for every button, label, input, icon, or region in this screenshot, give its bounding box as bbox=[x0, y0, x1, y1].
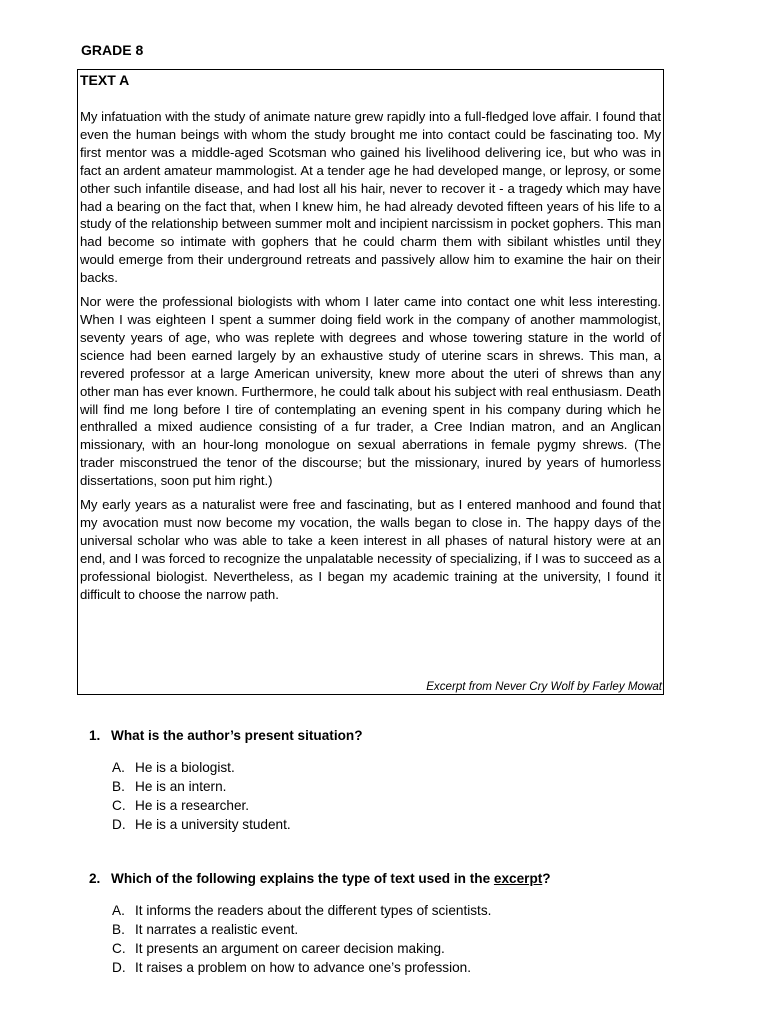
passage-paragraph-3: My early years as a naturalist were free and fascinating, but as I entered manhood and found that my avocation must now become my vocation, the walls began to close in. The happy days of the universal scholar who was able to take a keen interest in all phases of natural history were at an end, and I was forced to recognize the unpalatable necessity of specializing, if I was to succeed as a professional biologist. Nevertheless, as I began my academic training at the university, I found it difficult to choose the narrow path. bbox=[80, 497, 661, 602]
question-2-number: 2. bbox=[89, 871, 101, 886]
question-2 bbox=[89, 870, 689, 977]
option-2d[interactable] bbox=[112, 958, 689, 977]
option-2c[interactable] bbox=[112, 939, 689, 958]
question-1-number: 1. bbox=[89, 728, 101, 743]
question-2-underlined-word: excerpt bbox=[493, 871, 543, 886]
question-2-prompt bbox=[89, 870, 689, 888]
question-2-text: Which of the following explains the type of text used in the bbox=[111, 871, 494, 886]
option-letter: D. bbox=[112, 960, 126, 975]
option-text: He is a biologist. bbox=[135, 760, 235, 775]
option-2a[interactable] bbox=[112, 901, 689, 920]
question-1-text: What is the author’s present situation? bbox=[111, 728, 363, 743]
option-1d[interactable] bbox=[112, 815, 689, 834]
question-1-prompt bbox=[89, 727, 689, 745]
question-1-options bbox=[89, 758, 689, 834]
option-letter: C. bbox=[112, 941, 126, 956]
text-a-heading: TEXT A bbox=[80, 72, 130, 88]
excerpt-citation: Excerpt from Never Cry Wolf by Farley Mowat bbox=[426, 680, 662, 693]
option-1b[interactable] bbox=[112, 777, 689, 796]
option-letter: B. bbox=[112, 779, 125, 794]
question-2-options bbox=[89, 901, 689, 977]
option-text: It raises a problem on how to advance one’s profession. bbox=[135, 960, 472, 975]
option-2b[interactable] bbox=[112, 920, 689, 939]
passage-paragraph-2: Nor were the professional biologists with whom I later came into contact one whit less interesting. When I was eighteen I spent a summer doing field work in the company of another mammologist, seventy years of age, who was replete with degrees and whose towering stature in the world of science had been earned largely by an exhaustive study of uterine scars in shrews. This man, a revered professor at a large American university, knew more about the uteri of shrews than any other man has ever known. Furthermore, he could talk about his subject with real enthusiasm. Death will find me long before I tire of contemplating an evening spent in his company during which he enthralled a mixed audience consisting of a fur trader, a Cree Indian matron, and an Anglican missionary, with an hour-long monologue on sexual aberrations in female pygmy shrews. (The trader misconstrued the tenor of the discourse; but the missionary, inured by years of humorless dissertations, soon put him right.) bbox=[80, 294, 661, 489]
option-text: It informs the readers about the different types of scientists. bbox=[135, 903, 492, 918]
option-letter: D. bbox=[112, 817, 126, 832]
option-letter: B. bbox=[112, 922, 125, 937]
option-text: He is an intern. bbox=[135, 779, 227, 794]
option-1c[interactable] bbox=[112, 796, 689, 815]
grade-title: GRADE 8 bbox=[81, 42, 144, 58]
option-text: It presents an argument on career decision making. bbox=[135, 941, 445, 956]
option-letter: C. bbox=[112, 798, 126, 813]
option-text: He is a researcher. bbox=[135, 798, 250, 813]
option-1a[interactable] bbox=[112, 758, 689, 777]
option-text: It narrates a realistic event. bbox=[135, 922, 299, 937]
question-1 bbox=[89, 727, 689, 834]
text-a-box bbox=[77, 69, 664, 695]
option-text: He is a university student. bbox=[135, 817, 291, 832]
option-letter: A. bbox=[112, 903, 125, 918]
question-2-text-end: ? bbox=[542, 871, 551, 886]
option-letter: A. bbox=[112, 760, 125, 775]
passage-paragraph-1: My infatuation with the study of animate nature grew rapidly into a full-fledged love affair. I found that even the human beings with whom the study brought me into contact could be fascinating too. My first mentor was a middle-aged Scotsman who gained his livelihood delivering ice, but who was in fact an ardent amateur mammologist. At a tender age he had developed mange, or leprosy, or some other such infantile disease, and had lost all his hair, never to recover it - a tragedy which may have had a bearing on the fact that, when I knew him, he had already devoted fifteen years of his life to a study of the relationship between summer molt and incipient narcissism in pocket gophers. This man had become so intimate with gophers that he could charm them with sibilant whistles until they would emerge from their underground retreats and passively allow him to examine the hair on their backs. bbox=[80, 109, 661, 286]
passage bbox=[80, 108, 661, 603]
